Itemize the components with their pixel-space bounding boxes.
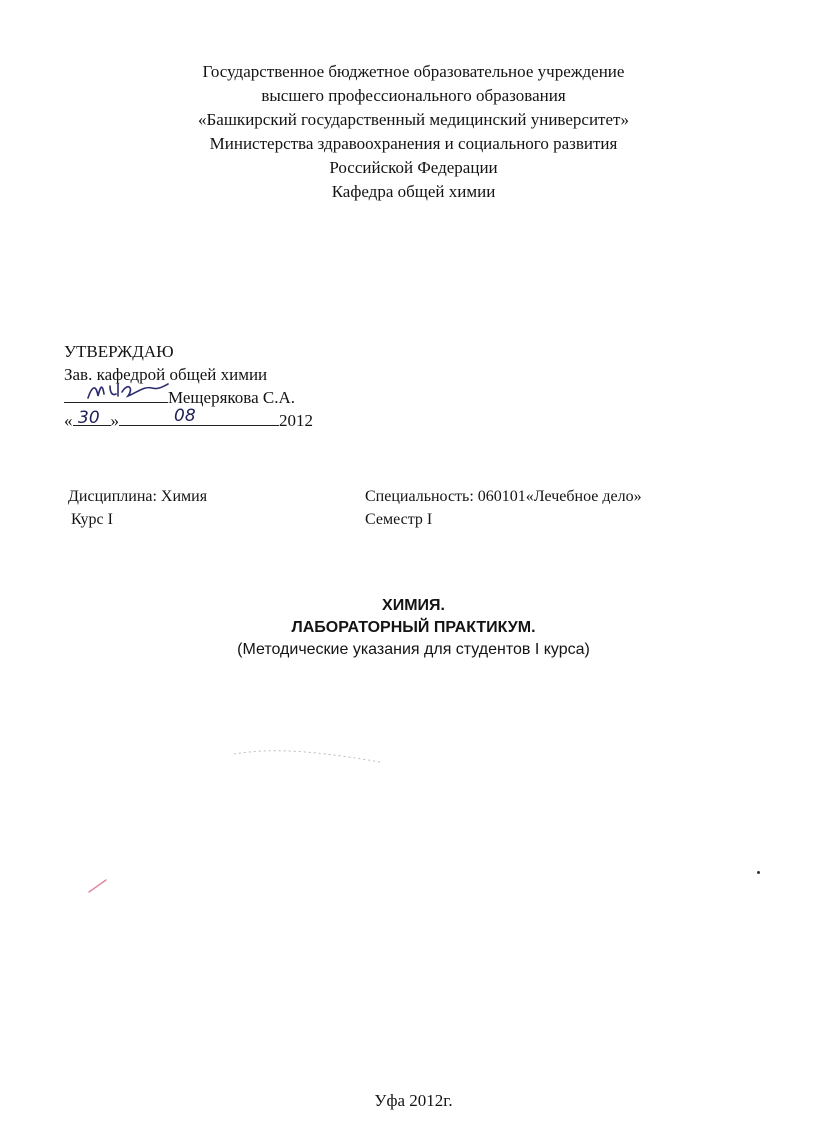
handwritten-day: 30 — [78, 408, 100, 428]
specialty-label: Специальность: 060101«Лечебное дело» — [365, 488, 642, 505]
course-label: Курс I — [71, 511, 113, 528]
month-underline — [119, 410, 279, 426]
institution-header — [0, 60, 827, 204]
city-year-footer: Уфа 2012г. — [374, 1091, 453, 1110]
semester-label: Семестр I — [365, 511, 433, 528]
header-line-3: «Башкирский государственный медицинский университет» — [198, 110, 629, 129]
header-line-1: Государственное бюджетное образовательное учреждение — [202, 62, 625, 81]
approval-date-line — [64, 406, 313, 432]
title-line-3: (Методические указания для студентов I курса) — [237, 641, 590, 658]
date-open-quote: « — [64, 411, 73, 430]
handwritten-signature — [82, 378, 172, 406]
handwritten-month: 08 — [174, 406, 196, 426]
discipline-course-block — [68, 485, 207, 531]
scan-smudge — [230, 742, 390, 772]
approval-block — [64, 340, 313, 432]
discipline-label: Дисциплина: Химия — [68, 488, 208, 505]
approval-year: 2012 — [279, 411, 313, 430]
pink-pen-mark — [86, 876, 110, 896]
date-close-quote: » — [110, 411, 119, 430]
specialty-semester-block — [365, 485, 642, 531]
ink-dot — [757, 871, 760, 874]
approval-signer: Мещерякова С.А. — [168, 388, 296, 407]
header-line-4: Министерства здравоохранения и социального развития — [209, 134, 618, 153]
document-title — [0, 595, 827, 661]
title-line-2: ЛАБОРАТОРНЫЙ ПРАКТИКУМ. — [291, 619, 536, 636]
header-line-6: Кафедра общей химии — [331, 182, 496, 201]
header-line-2: высшего профессионального образования — [261, 86, 566, 105]
approval-position: Зав. кафедрой общей химии — [64, 365, 268, 384]
title-line-1: ХИМИЯ. — [382, 597, 445, 614]
header-line-5: Российской Федерации — [329, 158, 498, 177]
approval-title: УТВЕРЖДАЮ — [64, 342, 174, 361]
